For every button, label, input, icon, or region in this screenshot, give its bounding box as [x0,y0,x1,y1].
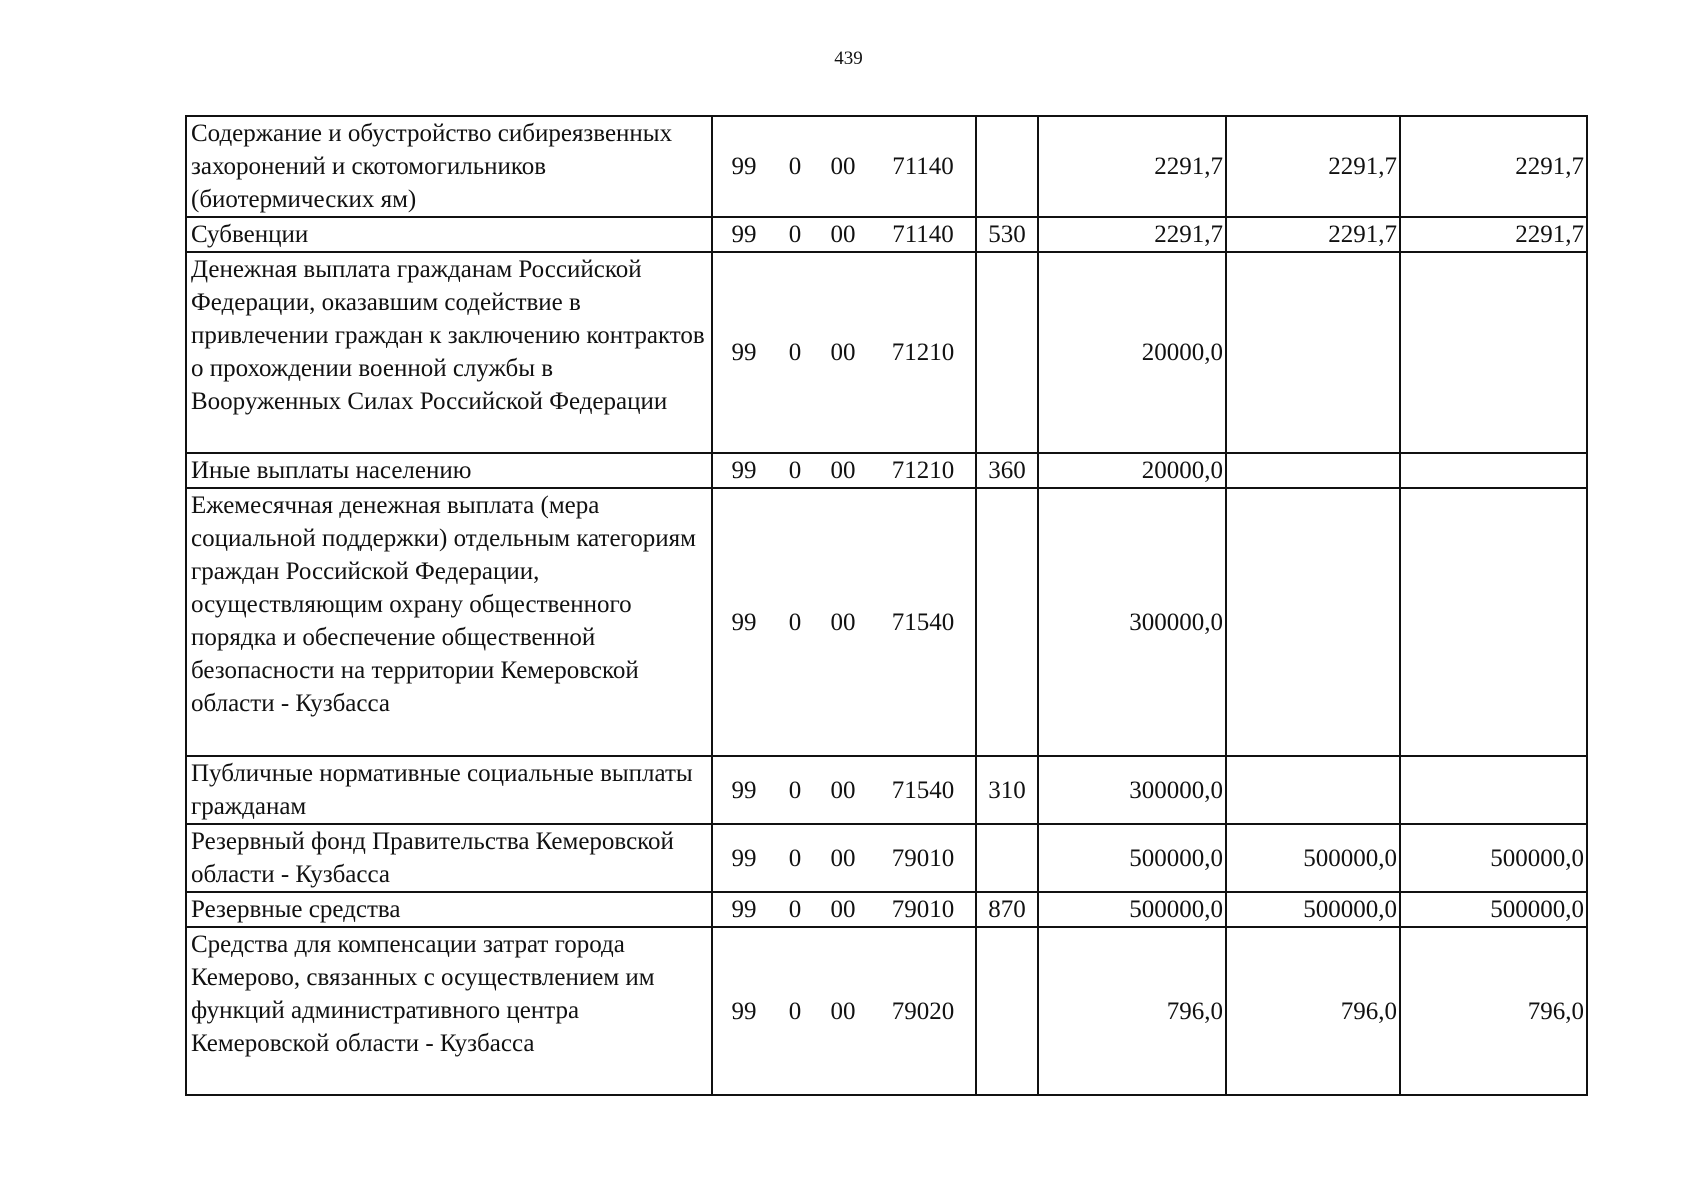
amount-year-2: 500000,0 [1226,824,1400,892]
amount-year-1: 300000,0 [1038,756,1226,824]
amount-year-1: 2291,7 [1038,116,1226,217]
budget-classification-code [712,217,976,252]
direction-code: 00 [830,457,856,484]
expense-type-code [976,488,1038,756]
direction-code: 00 [830,844,856,872]
amount-year-2 [1226,252,1400,453]
expense-code: 71210 [891,457,955,484]
table-row [186,824,1587,892]
table-row [186,453,1587,488]
budget-classification-code [712,927,976,1095]
subprogram-code: 0 [788,608,802,636]
subprogram-code: 0 [788,457,802,484]
expense-type-code: 310 [976,756,1038,824]
amount-year-3: 500000,0 [1400,892,1587,927]
direction-code: 00 [830,896,856,923]
amount-year-3: 500000,0 [1400,824,1587,892]
budget-classification-code [712,116,976,217]
program-code: 99 [731,776,757,804]
amount-year-2: 2291,7 [1226,116,1400,217]
expense-code: 79010 [891,896,955,923]
expense-name: Денежная выплата гражданам Российской Федерации, оказавшим содействие в привлечении граждан к заключению контрактов о прохождении военной службы в Вооруженных Силах Российской Федерации [186,252,712,453]
subprogram-code: 0 [788,776,802,804]
program-code: 99 [731,457,757,484]
amount-year-1: 20000,0 [1038,252,1226,453]
amount-year-1: 20000,0 [1038,453,1226,488]
expense-code: 79010 [891,844,955,872]
direction-code: 00 [830,997,856,1025]
expense-code: 71140 [892,221,954,248]
amount-year-1: 300000,0 [1038,488,1226,756]
amount-year-2: 500000,0 [1226,892,1400,927]
expense-name: Содержание и обустройство сибиреязвенных захоронений и скотомогильников (биотермических ям) [186,116,712,217]
expense-type-code [976,824,1038,892]
amount-year-3 [1400,453,1587,488]
expense-code: 71540 [891,608,955,636]
program-code: 99 [731,221,757,248]
expense-type-code [976,116,1038,217]
table-row [186,927,1587,1095]
expense-code: 71210 [891,339,955,366]
program-code: 99 [731,844,757,872]
expense-code: 71540 [891,776,955,804]
subprogram-code: 0 [788,221,802,248]
direction-code: 00 [830,221,856,248]
expense-type-code [976,252,1038,453]
expense-name: Ежемесячная денежная выплата (мера социальной поддержки) отдельным категориям граждан Российской Федерации, осуществляющим охрану общественного порядка и обеспечение общественной безопасности на территории Кемеровской области - Кузбасса [186,488,712,756]
amount-year-3 [1400,756,1587,824]
budget-classification-code [712,892,976,927]
amount-year-2: 2291,7 [1226,217,1400,252]
table-row [186,217,1587,252]
amount-year-1: 796,0 [1038,927,1226,1095]
amount-year-1: 500000,0 [1038,892,1226,927]
table-row [186,116,1587,217]
page-number: 439 [834,48,863,69]
subprogram-code: 0 [788,339,802,366]
table-row [186,756,1587,824]
amount-year-1: 2291,7 [1038,217,1226,252]
budget-table [185,115,1588,1096]
program-code: 99 [731,608,757,636]
budget-classification-code [712,252,976,453]
expense-type-code [976,927,1038,1095]
amount-year-2: 796,0 [1226,927,1400,1095]
amount-year-2 [1226,756,1400,824]
table-row [186,892,1587,927]
subprogram-code: 0 [788,153,802,180]
budget-classification-code [712,824,976,892]
amount-year-3: 2291,7 [1400,217,1587,252]
program-code: 99 [731,153,757,180]
budget-classification-code [712,453,976,488]
amount-year-2 [1226,453,1400,488]
table-row [186,488,1587,756]
expense-type-code: 360 [976,453,1038,488]
subprogram-code: 0 [788,844,802,872]
subprogram-code: 0 [788,997,802,1025]
expense-code: 71140 [892,153,954,180]
expense-name: Иные выплаты населению [186,453,712,488]
expense-code: 79020 [891,997,955,1025]
expense-name: Резервные средства [186,892,712,927]
direction-code: 00 [830,608,856,636]
expense-name: Субвенции [186,217,712,252]
budget-classification-code [712,756,976,824]
amount-year-3: 796,0 [1400,927,1587,1095]
table-row [186,252,1587,453]
amount-year-3 [1400,488,1587,756]
expense-type-code: 870 [976,892,1038,927]
expense-name: Резервный фонд Правительства Кемеровской области - Кузбасса [186,824,712,892]
amount-year-3: 2291,7 [1400,116,1587,217]
direction-code: 00 [830,776,856,804]
program-code: 99 [731,896,757,923]
program-code: 99 [731,997,757,1025]
expense-name: Публичные нормативные социальные выплаты гражданам [186,756,712,824]
amount-year-2 [1226,488,1400,756]
amount-year-1: 500000,0 [1038,824,1226,892]
expense-type-code: 530 [976,217,1038,252]
budget-classification-code [712,488,976,756]
direction-code: 00 [830,339,856,366]
subprogram-code: 0 [788,896,802,923]
amount-year-3 [1400,252,1587,453]
program-code: 99 [731,339,757,366]
expense-name: Средства для компенсации затрат города Кемерово, связанных с осуществлением им функций административного центра Кемеровской области - Кузбасса [186,927,712,1095]
direction-code: 00 [830,153,856,180]
